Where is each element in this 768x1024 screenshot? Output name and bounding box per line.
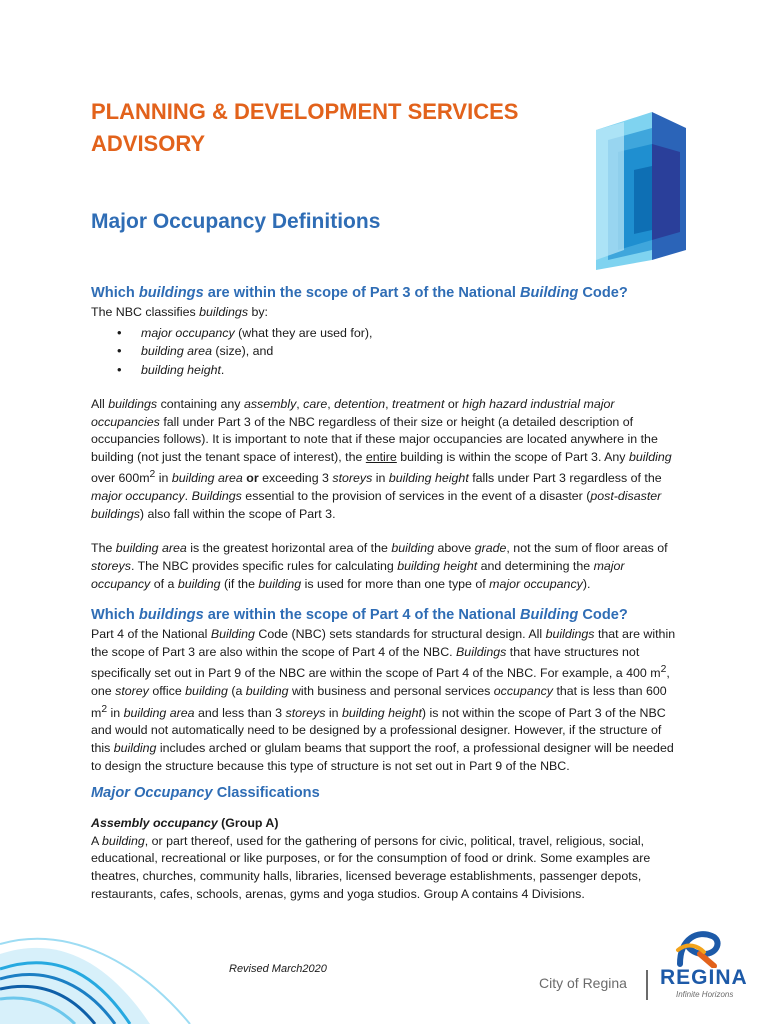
- section1-paragraph1: All buildings containing any assembly, care, detention, treatment or high hazard industrial major occupancies fall under Part 3 of the NBC regardless of their size or height (a detailed description of occupancies follows). It is important to note that if these major occupancies are located anywhere in the building (not just the tenant space of interest), the entire building is within the scope of Part 3. Any building over $600m^2$ in building area or exceeding 3 storeys in building height falls under Part 3 regardless of the major occupancy. Buildings essential to the provision of services in the event of a disaster (post-disaster buildings) also fall within the scope of Part 3.: [91, 397, 672, 521]
- building-graphic: [594, 100, 694, 270]
- regina-logo-icon: [674, 928, 726, 968]
- revised-date: Revised March2020: [229, 963, 327, 975]
- list-item: • building area (size), and: [117, 342, 681, 361]
- wave-graphic: [0, 924, 210, 1024]
- assembly-subheading: Assembly occupancy (Group A): [91, 816, 279, 831]
- section3-paragraph: A building, or part thereof, used for the gathering of persons for civic, political, travel, religious, social, educational, recreational or like purposes, or for the consumption of food or drink. Some examples are theatres, churches, community halls, libraries, licensed beverage establishments, passenger depots, restaurants, cafes, schools, arenas, gyms and yoga studios. Group A contains 4 Divisions.: [91, 833, 651, 901]
- city-of-regina-label: City of Regina: [539, 975, 627, 991]
- section1-intro: The NBC classifies buildings by:: [91, 305, 269, 319]
- advisory-title: [91, 96, 561, 160]
- advisory-title-line2: ADVISORY: [91, 131, 206, 156]
- section1-heading: Which buildings are within the scope of Part 3 of the National Building Code?: [91, 285, 628, 301]
- advisory-title-line1: PLANNING & DEVELOPMENT SERVICES: [91, 99, 519, 124]
- section3-heading: Major Occupancy Classifications: [91, 785, 320, 802]
- regina-tagline: Infinite Horizons: [676, 990, 734, 999]
- logo-divider: [646, 970, 648, 1000]
- section2-heading: Which buildings are within the scope of Part 4 of the National Building Code?: [91, 607, 628, 624]
- list-item: • major occupancy (what they are used for),: [117, 324, 681, 343]
- content: [91, 283, 681, 903]
- classification-list: [91, 324, 681, 380]
- section2-paragraph: Part 4 of the National Building Code (NBC) sets standards for structural design. All buildings that are within the scope of Part 3 are also within the scope of Part 4 of the NBC. Buildings that have structures not specifically set out in Part 9 of the NBC are within the scope of Part 4 of the NBC. For example, a 400 $m^2$, one storey office building (a building with business and personal services occupancy that is less than 600 $m^2$ in building area and less than 3 storeys in building height) is not within the scope of Part 3 of the NBC and would not automatically need to be designed by a professional designer. However, if the structure of this building includes arched or glulam beams that support the roof, a professional designer will be needed to design the structure because this type of structure is not set out in Part 9 of the NBC.: [91, 627, 676, 773]
- regina-wordmark: REGINA: [660, 966, 748, 989]
- doc-title: Major Occupancy Definitions: [91, 210, 381, 233]
- list-item: • building height.: [117, 361, 681, 380]
- section1-paragraph2: The building area is the greatest horizontal area of the building above grade, not the sum of floor areas of storeys. The NBC provides specific rules for calculating building height and determining the major occupancy of a building (if the building is used for more than one type of major occupancy).: [91, 541, 668, 591]
